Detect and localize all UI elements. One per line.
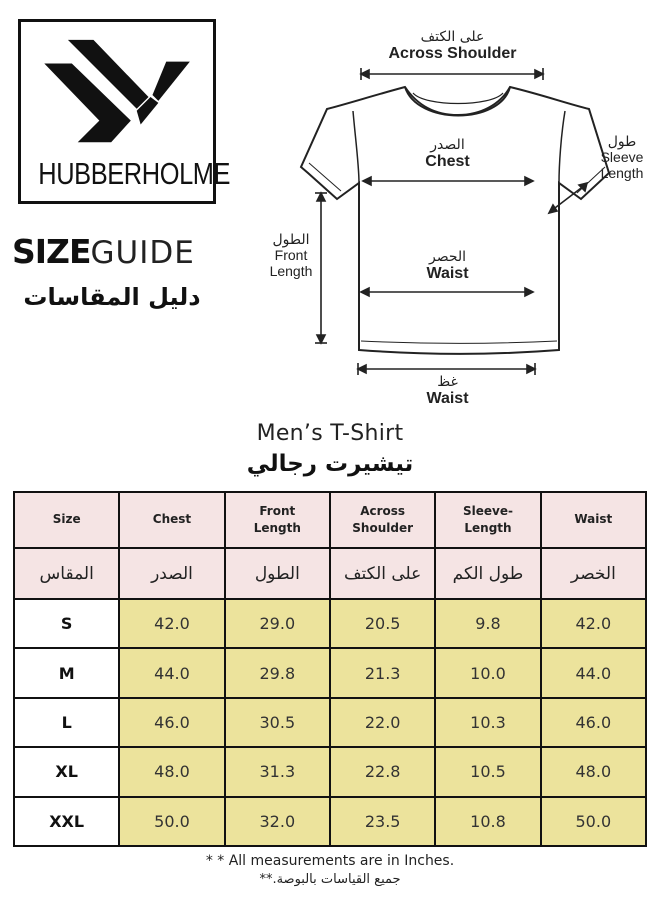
sleeve-length-cell: 9.8 <box>435 599 540 648</box>
across-shoulder-cell: 22.8 <box>330 747 435 796</box>
chest-cell: 50.0 <box>119 797 224 846</box>
header-sleeve-length-ar: طول الكم <box>435 548 540 599</box>
chest-cell: 42.0 <box>119 599 224 648</box>
table-row <box>14 747 646 796</box>
sleeve-length-cell: 10.5 <box>435 747 540 796</box>
header-row-en <box>14 492 646 548</box>
across-shoulder-cell: 22.0 <box>330 698 435 747</box>
product-title-en: Men’s T-Shirt <box>256 421 404 446</box>
size-chart-table <box>13 491 647 847</box>
waist-cell: 50.0 <box>541 797 646 846</box>
across-shoulder-cell: 21.3 <box>330 648 435 697</box>
waist-cell: 46.0 <box>541 698 646 747</box>
header-across-shoulder-ar: على الكتف <box>330 548 435 599</box>
bird-chevron-logo-icon <box>41 36 201 154</box>
size-cell: M <box>14 648 119 697</box>
chest-cell: 44.0 <box>119 648 224 697</box>
front-length-cell: 32.0 <box>225 797 330 846</box>
header-waist: Waist <box>541 492 646 548</box>
product-title-ar: تيشيرت رجالي <box>246 451 414 477</box>
footnote-en: * * All measurements are in Inches. <box>205 853 455 869</box>
table-row <box>14 599 646 648</box>
header-row-ar <box>14 548 646 599</box>
across-shoulder-cell: 20.5 <box>330 599 435 648</box>
label-across-shoulder: على الكتف Across Shoulder <box>388 29 517 63</box>
header-size: Size <box>14 492 119 548</box>
chest-cell: 48.0 <box>119 747 224 796</box>
header-chest-ar: الصدر <box>119 548 224 599</box>
chest-cell: 46.0 <box>119 698 224 747</box>
header-size-ar: المقاس <box>14 548 119 599</box>
across-shoulder-cell: 23.5 <box>330 797 435 846</box>
sleeve-length-cell: 10.8 <box>435 797 540 846</box>
front-length-cell: 29.0 <box>225 599 330 648</box>
label-chest: الصدر Chest <box>425 137 470 171</box>
waist-cell: 48.0 <box>541 747 646 796</box>
brand-name: HUBBERHOLME <box>38 156 231 191</box>
size-cell: S <box>14 599 119 648</box>
header-front-length: Front Length <box>225 492 330 548</box>
label-front-length: الطول Front Length <box>269 232 313 279</box>
sleeve-length-cell: 10.3 <box>435 698 540 747</box>
table-row <box>14 698 646 747</box>
size-guide-arabic: دليل المقاسات <box>23 283 201 311</box>
header-front-length-ar: الطول <box>225 548 330 599</box>
header-chest: Chest <box>119 492 224 548</box>
front-length-cell: 29.8 <box>225 648 330 697</box>
t-shirt-outline-icon <box>255 25 655 420</box>
brand-logo <box>18 19 231 204</box>
front-length-cell: 30.5 <box>225 698 330 747</box>
label-hem: غظ Waist <box>426 374 469 408</box>
header-waist-ar: الخصر <box>541 548 646 599</box>
waist-cell: 42.0 <box>541 599 646 648</box>
size-word: SIZE <box>12 232 91 271</box>
size-cell: XL <box>14 747 119 796</box>
label-waist: الحصر Waist <box>426 249 469 283</box>
sleeve-length-cell: 10.0 <box>435 648 540 697</box>
size-cell: XXL <box>14 797 119 846</box>
label-sleeve-length: طول Sleeve Length <box>600 134 644 181</box>
front-length-cell: 31.3 <box>225 747 330 796</box>
waist-cell: 44.0 <box>541 648 646 697</box>
size-guide-heading <box>12 232 227 271</box>
size-cell: L <box>14 698 119 747</box>
header-across-shoulder: Across Shoulder <box>330 492 435 548</box>
tshirt-diagram <box>255 25 655 420</box>
guide-word: GUIDE <box>90 235 195 271</box>
header-sleeve-length: Sleeve- Length <box>435 492 540 548</box>
table-row <box>14 797 646 846</box>
footnote-ar: جميع القياسات بالبوصة.** <box>259 872 401 887</box>
table-row <box>14 648 646 697</box>
